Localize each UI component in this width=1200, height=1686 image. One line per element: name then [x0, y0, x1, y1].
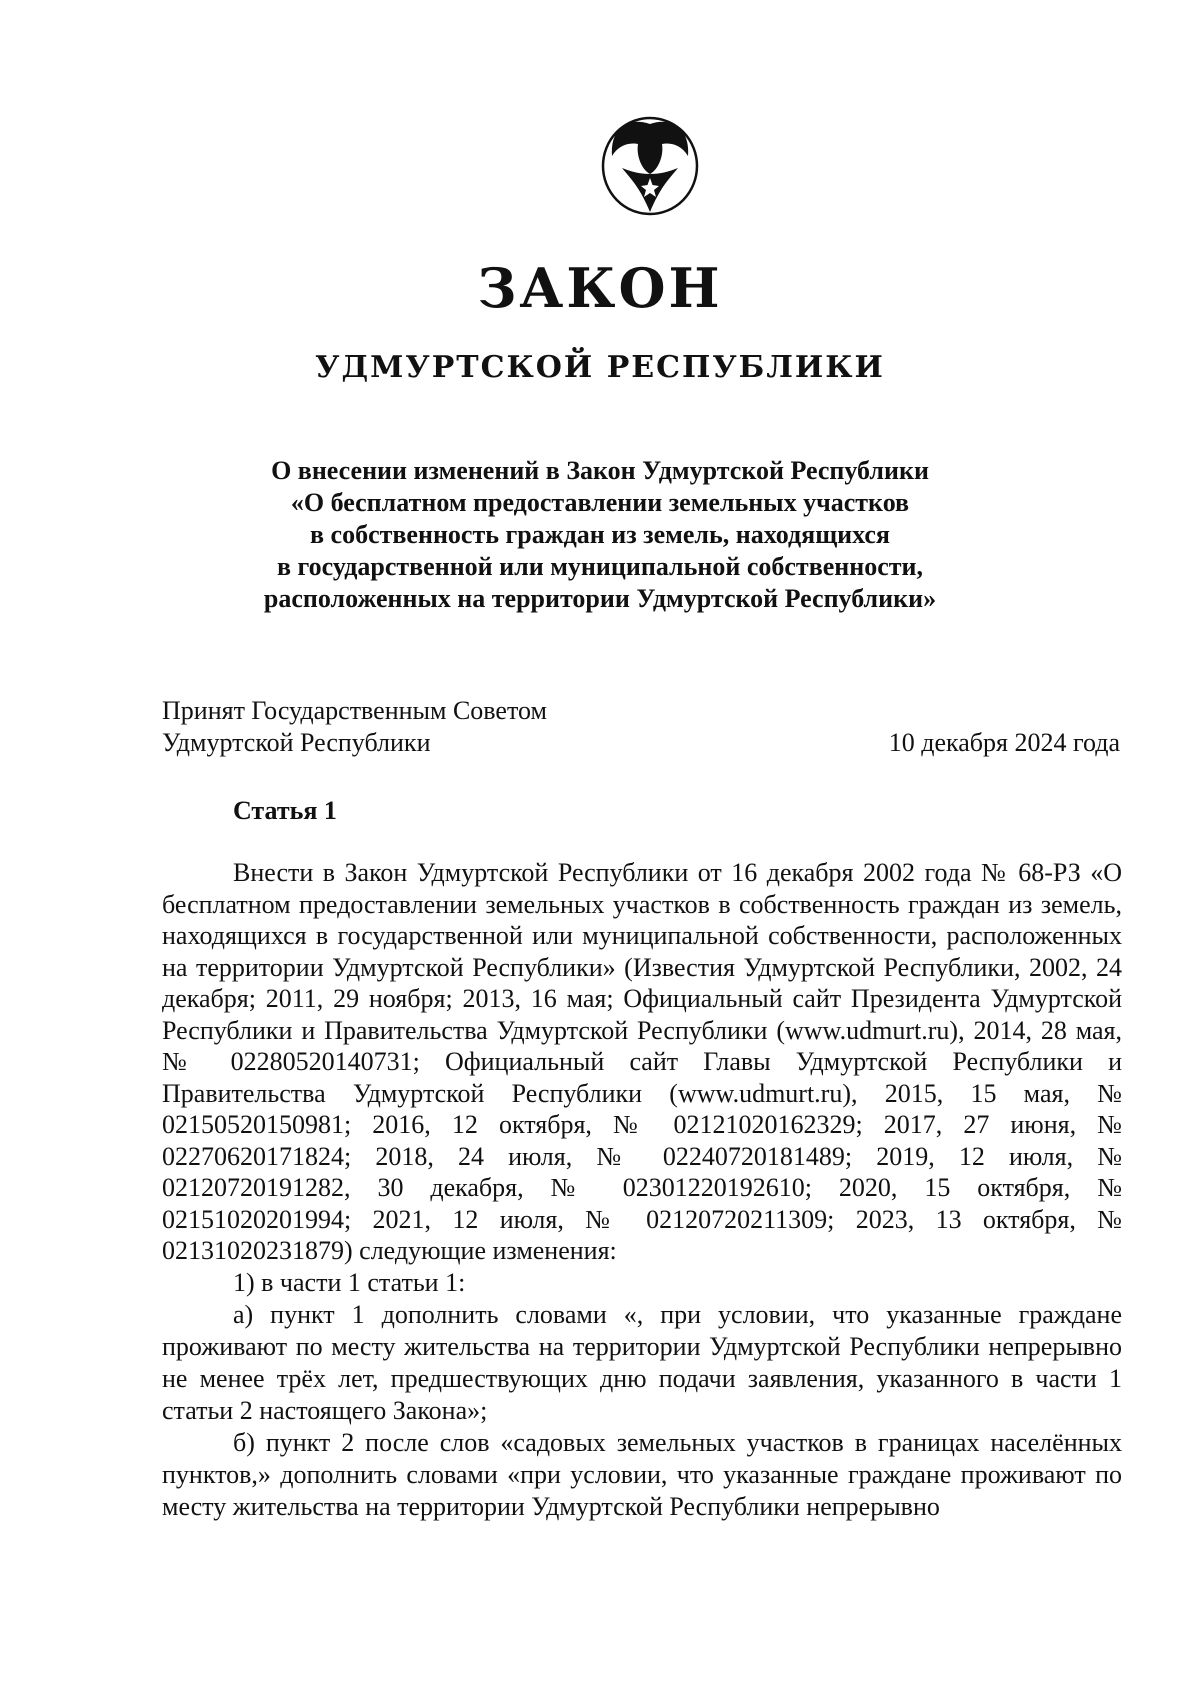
article-item: 1) в части 1 статьи 1: — [233, 1267, 466, 1297]
article-intro-paragraph: Внести в Закон Удмуртской Республики от 16 декабря 2002 года № 68-РЗ «О бесплатном предоставлении земельных участков в собственность граждан из земель, находящихся в государственной или муниципальной собственности, расположенных на территории Удмуртской Республики» (Известия Удмуртской Республики, 2002, 24 декабря; 2011, 29 ноября; 2013, 16 мая; Официальный сайт Президента Удмуртской Республики и Правительства Удмуртской Республики (www.udmurt.ru), 2014, 28 мая, № 02280520140731; Официальный сайт Главы Удмуртской Республики и Правительства Удмуртской Республики (www.udmurt.ru), 2015, 15 мая, № 02150520150981; 2016, 12 октября, № 02121020162329; 2017, 27 июня, № 02270620171824; 2018, 24 июля, № 02240720181489; 2019, 12 июля, № 02120720191282, 30 декабря, № 02301220192610; 2020, 15 октября, № 02151020201994; 2021, 12 июля, № 02120720211309; 2023, 13 октября, № 02131020231879) следующие изменения: — [162, 858, 1122, 1265]
law-name-line: в собственность граждан из земель, находящихся — [310, 520, 890, 549]
adoption-line: Принят Государственным Советом — [162, 696, 547, 725]
law-name-line: О внесении изменений в Закон Удмуртской Республики — [271, 456, 929, 485]
law-name-line: «О бесплатном предоставлении земельных участков — [290, 488, 910, 517]
article-subitem: а) пункт 1 дополнить словами «, при условии, что указанные граждане проживают по месту жительства на территории Удмуртской Республики непрерывно не менее трёх лет, предшествующих дню подачи заявления, указанного в части 1 статьи 2 настоящего Закона»; — [162, 1299, 1122, 1425]
adoption-block — [162, 695, 547, 759]
document-title: ЗАКОН — [477, 256, 723, 320]
document-subtitle: УДМУРТСКОЙ РЕСПУБЛИКИ — [315, 350, 885, 385]
law-name-line: расположенных на территории Удмуртской Республики» — [263, 584, 937, 613]
udmurt-emblem-icon — [598, 108, 702, 220]
article-heading: Статья 1 — [233, 796, 337, 825]
adoption-line: Удмуртской Республики — [162, 728, 431, 757]
law-name-line: в государственной или муниципальной собственности, — [276, 552, 924, 581]
article-subitem: б) пункт 2 после слов «садовых земельных участков в границах населённых пунктов,» дополнить словами «при условии, что указанные граждане проживают по месту жительства на территории Удмуртской Республики непрерывно — [162, 1427, 1122, 1521]
article-body — [162, 857, 1122, 1523]
adoption-date: 10 декабря 2024 года — [888, 728, 1120, 757]
law-name — [180, 455, 1020, 615]
